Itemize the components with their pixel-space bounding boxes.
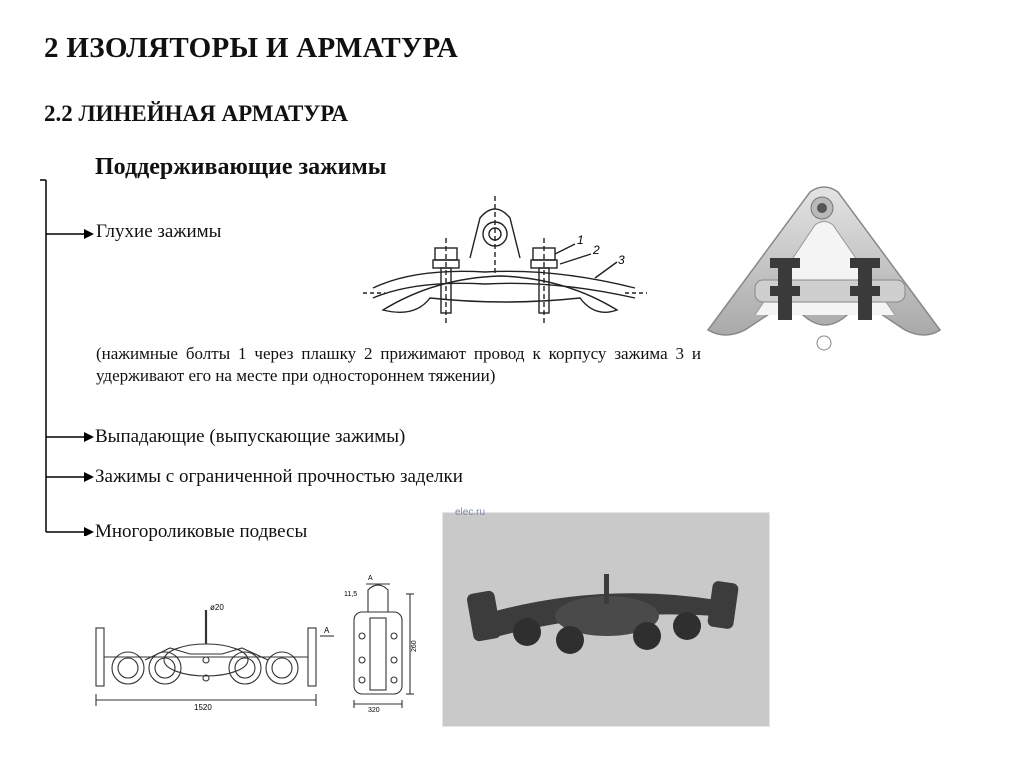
dim-width: 1520: [194, 703, 212, 710]
dim-side-width: 320: [368, 707, 380, 712]
item-vypadayushchie: Выпадающие (выпускающие зажимы): [95, 426, 406, 447]
callout-1: 1: [577, 233, 584, 247]
pulley-side-drawing: [340, 572, 425, 712]
section-mark-side: А: [368, 575, 373, 582]
dim-height: 260: [411, 640, 418, 652]
clamp-photo: [700, 180, 950, 365]
item-mnogorolikovye: Многороликовые подвесы: [95, 521, 308, 542]
item-ogranichennoy-prochnosti: Зажимы с ограниченной прочностью заделки: [95, 466, 463, 487]
bracket-arrows: [38, 176, 98, 536]
dim-top: 11,5: [344, 591, 358, 598]
callout-3: 3: [618, 253, 625, 267]
section-mark-front: А: [324, 626, 330, 635]
dim-rod: ø20: [210, 603, 224, 612]
clamp-drawing: [355, 188, 655, 338]
arrow-ogr: [46, 472, 94, 482]
arrow-vypad: [46, 432, 94, 442]
callout-2: 2: [593, 243, 600, 257]
photo-watermark: elec.ru: [455, 507, 486, 518]
item-glukhie-zazhimy: Глухие зажимы: [96, 221, 222, 242]
pulley-front-drawing: [90, 600, 335, 710]
arrow-mnogo: [46, 527, 94, 536]
slide-subtitle: 2.2 ЛИНЕЙНАЯ АРМАТУРА: [44, 101, 348, 126]
item-note-description: (нажимные болты 1 через плашку 2 прижимают провод к корпусу зажима 3 и удерживают его на месте при одностороннем тяжении): [96, 344, 701, 385]
arrow-glukhie: [46, 229, 94, 239]
section-heading: Поддерживающие зажимы: [95, 154, 387, 180]
pulley-photo: [442, 512, 770, 727]
slide-title: 2 ИЗОЛЯТОРЫ И АРМАТУРА: [44, 32, 459, 64]
